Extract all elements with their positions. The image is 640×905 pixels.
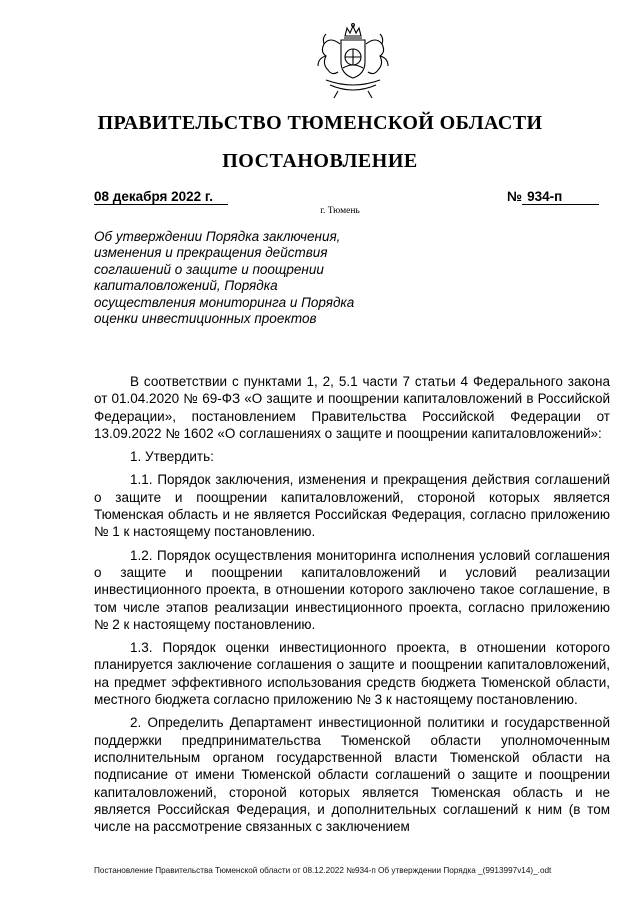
subject-line: изменения и прекращения действия: [94, 245, 328, 261]
page-footer: Постановление Правительства Тюменской области от 08.12.2022 №934-п Об утверждении Порядка _(9913997v14)_.odt: [94, 866, 552, 875]
document-body: [94, 373, 610, 841]
city: г. Тюмень: [320, 206, 360, 216]
document-type: ПОСТАНОВЛЕНИЕ: [222, 150, 418, 172]
clause-2: 2. Определить Департамент инвестиционной политики и государственной поддержки предпринимательства Тюменской области уполномоченным исполнительным органом государственной власти Тюменской области на подписание от имени Тюменской области соглашений о защите и поощрении капиталовложений, стороной которых является Тюменская область и не является Российская Федерация, и дополнительных соглашений к ним (в том числе на рассмотрение связанных с заключением: [94, 715, 610, 835]
clause-1: 1. Утвердить:: [130, 449, 214, 465]
clause-1-3: 1.3. Порядок оценки инвестиционного проекта, в отношении которого планируется заключение соглашения о защите и поощрении капиталовложений, на предмет эффективного использования средств бюджета Тюменской области, местного бюджета согласно приложению № 3 к настоящему постановлению.: [94, 640, 610, 708]
subject-line: соглашений о защите и поощрении: [94, 261, 324, 277]
subject-line: осуществления мониторинга и Порядка: [94, 294, 355, 310]
clause-1-1: 1.1. Порядок заключения, изменения и прекращения действия соглашений о защите и поощрении капиталовложений, стороной которых является Тюменская область и не является Российская Федерация, согласно приложению № 1 к настоящему постановлению.: [94, 472, 610, 540]
document-date: 08 декабря 2022 г.: [94, 189, 228, 205]
clause-1-2: 1.2. Порядок осуществления мониторинга исполнения условий соглашения о защите и поощрении капиталовложений и условий реализации инвестиционного проекта, в отношении которого заключено такое соглашение, в том числе этапов реализации инвестиционного проекта, согласно приложению № 2 к настоящему постановлению.: [94, 547, 610, 632]
preamble-paragraph: В соответствии с пунктами 1, 2, 5.1 части 7 статьи 4 Федерального закона от 01.04.2020 № 69-ФЗ «О защите и поощрении капиталовложений в Российской Федерации», постановлением Правительства Российской Федерации от 13.09.2022 № 1602 «О соглашениях о защите и поощрении капиталовложений»:: [94, 374, 610, 441]
document-subject: [94, 229, 384, 327]
subject-line: Об утверждении Порядка заключения,: [94, 229, 341, 244]
document-number: [507, 189, 599, 205]
government-name: ПРАВИТЕЛЬСТВО ТЮМЕНСКОЙ ОБЛАСТИ: [97, 112, 543, 134]
number-value: 934-п: [522, 189, 599, 205]
subject-line: капиталовложений, Порядка: [94, 278, 278, 294]
number-prefix: №: [507, 189, 523, 204]
subject-line: оценки инвестиционных проектов: [94, 311, 317, 327]
coat-of-arms-icon: [312, 22, 394, 102]
